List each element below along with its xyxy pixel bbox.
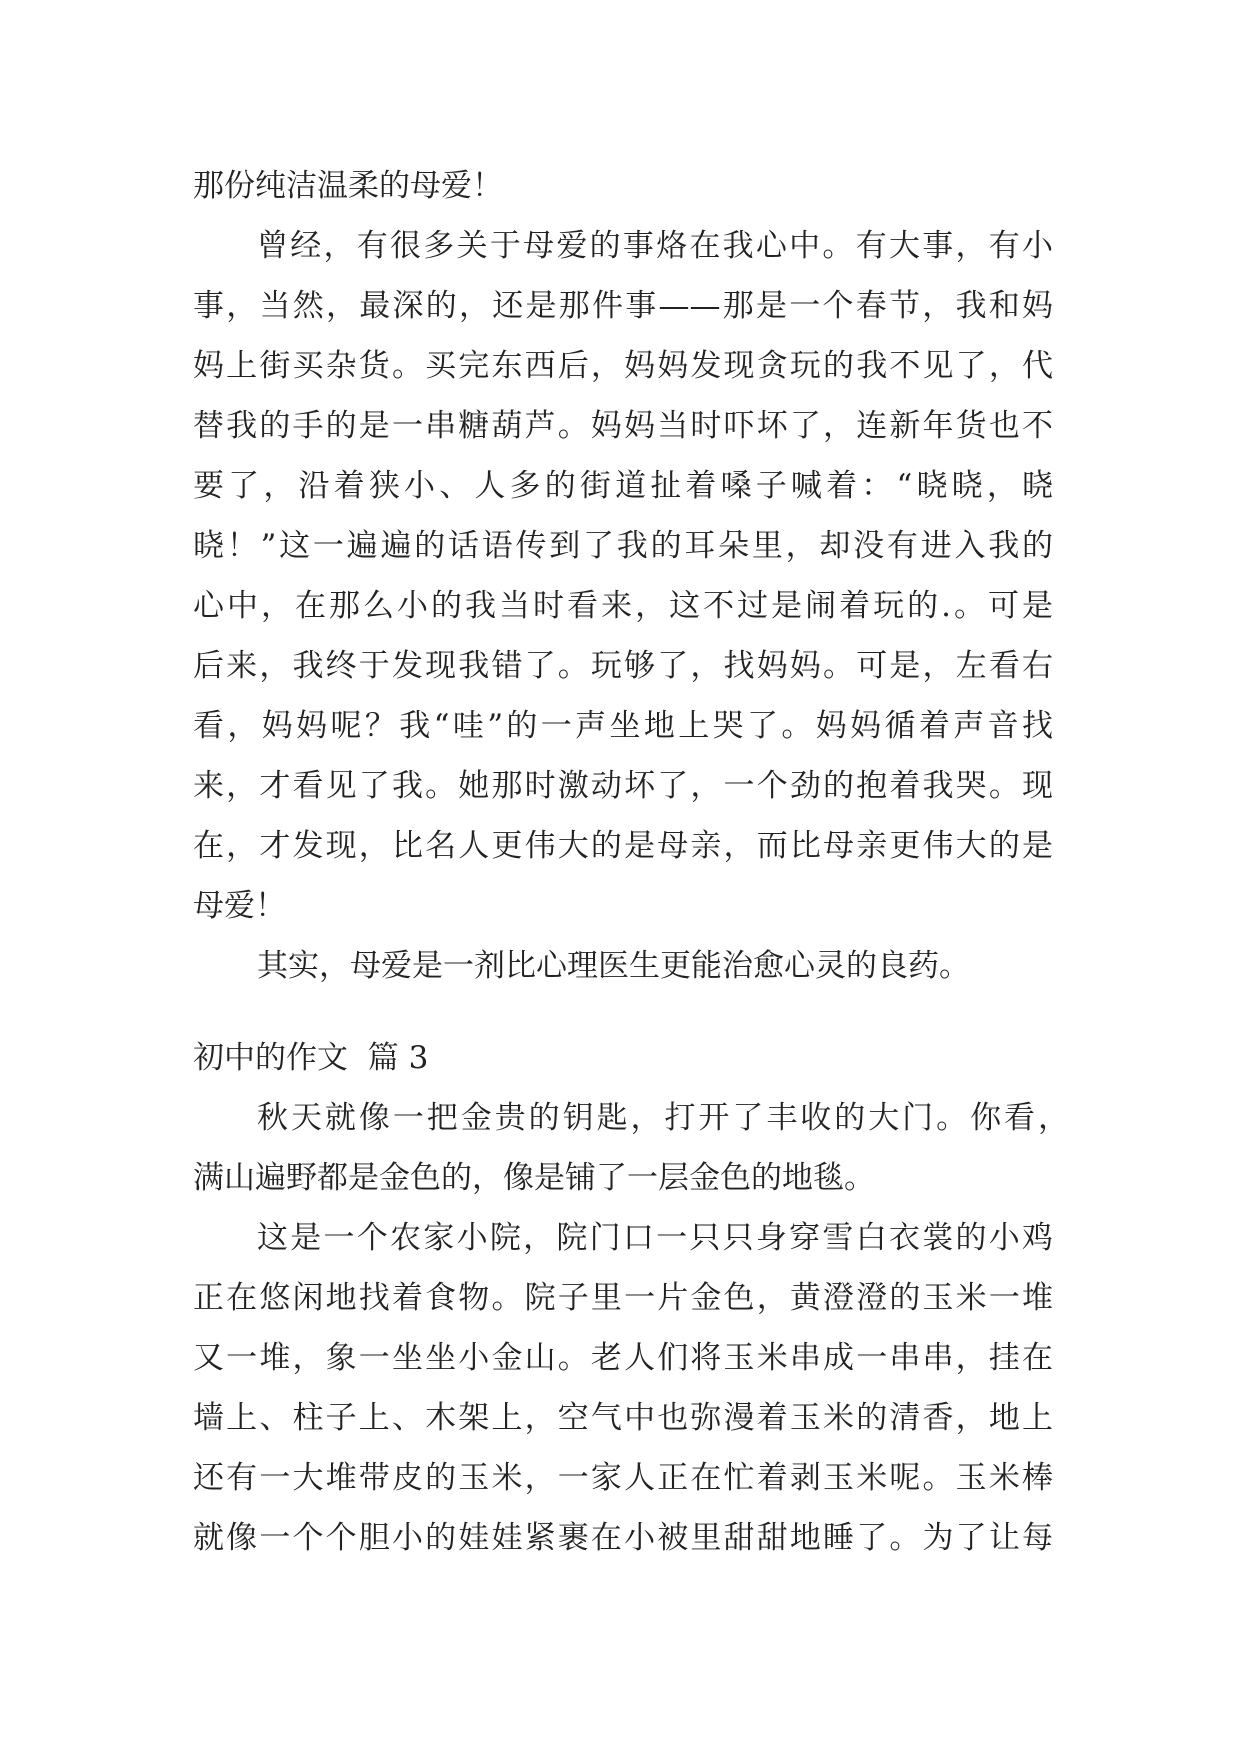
- paragraph-line: 曾经，有很多关于母爱的事烙在我心中。有大事，有小: [257, 228, 1053, 264]
- paragraph-line: 母爱！: [193, 888, 286, 924]
- section-title: 初中的作文: [193, 1040, 348, 1076]
- paragraph-line: 满山遍野都是金色的，像是铺了一层金色的地毯。: [193, 1160, 875, 1196]
- paragraph-line: 那份纯洁温柔的母爱！: [193, 168, 503, 204]
- paragraph-line: 又一堆，象一坐坐小金山。老人们将玉米串成一串串，挂在: [193, 1340, 1053, 1376]
- paragraph-line: 正在悠闲地找着食物。院子里一片金色，黄澄澄的玉米一堆: [193, 1280, 1053, 1316]
- paragraph-line: 秋天就像一把金贵的钥匙，打开了丰收的大门。你看，: [257, 1100, 1069, 1136]
- section-heading: [193, 1036, 428, 1080]
- paragraph-line: 看，妈妈呢？我“哇”的一声坐地上哭了。妈妈循着声音找: [193, 708, 1053, 744]
- paragraph-line: 心中，在那么小的我当时看来，这不过是闹着玩的.。可是: [193, 588, 1053, 624]
- paragraph-line: 替我的手的是一串糖葫芦。妈妈当时吓坏了，连新年货也不: [193, 408, 1053, 444]
- paragraph-line: 要了，沿着狭小、人多的街道扯着嗓子喊着：“晓晓，晓: [193, 468, 1053, 504]
- paragraph-line: 事，当然，最深的，还是那件事——那是一个春节，我和妈: [193, 288, 1053, 324]
- paragraph-line: 来，才看见了我。她那时激动坏了，一个劲的抱着我哭。现: [193, 768, 1053, 804]
- paragraph-line: 晓！”这一遍遍的话语传到了我的耳朵里，却没有进入我的: [193, 528, 1053, 564]
- paragraph-line: 就像一个个胆小的娃娃紧裹在小被里甜甜地睡了。为了让每: [193, 1520, 1053, 1556]
- paragraph-line: 这是一个农家小院，院门口一只只身穿雪白衣裳的小鸡: [257, 1220, 1053, 1256]
- paragraph-line: 后来，我终于发现我错了。玩够了，找妈妈。可是，左看右: [193, 648, 1053, 684]
- paragraph-line: 还有一大堆带皮的玉米，一家人正在忙着剥玉米呢。玉米棒: [193, 1460, 1053, 1496]
- paragraph-line: 妈上街买杂货。买完东西后，妈妈发现贪玩的我不见了，代: [193, 348, 1053, 384]
- paragraph-line: 在，才发现，比名人更伟大的是母亲，而比母亲更伟大的是: [193, 828, 1053, 864]
- paragraph-line: 其实，母爱是一剂比心理医生更能治愈心灵的良药。: [257, 948, 970, 984]
- section-number: 篇 3: [367, 1040, 429, 1076]
- paragraph-line: 墙上、柱子上、木架上，空气中也弥漫着玉米的清香，地上: [193, 1400, 1053, 1436]
